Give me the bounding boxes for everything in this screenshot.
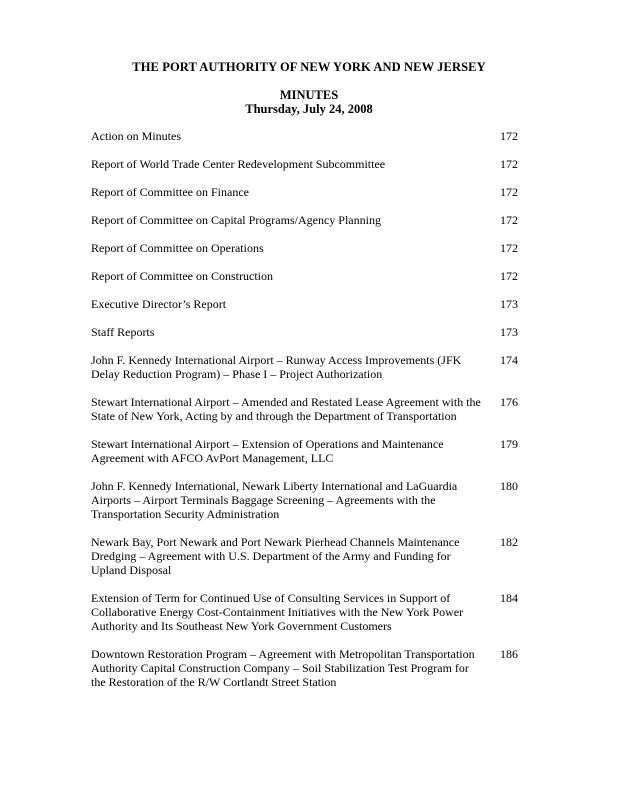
organization-title: THE PORT AUTHORITY OF NEW YORK AND NEW JERSEY [132,60,486,74]
toc-entry-title: Executive Director’s Report [91,297,227,311]
toc-entry [91,157,518,171]
toc-entry [91,353,518,381]
toc-entry-title: Report of Committee on Capital Programs/Agency Planning [91,213,381,227]
document-heading [0,88,618,116]
toc-entry-title: John F. Kennedy International Airport – Runway Access Improvements (JFK Delay Reduction Program) – Phase I – Project Authorization [91,353,462,381]
toc-entry-page: 176 [500,395,518,409]
toc-entry-title: Stewart International Airport – Amended and Restated Lease Agreement with the State of New York, Acting by and through the Department of Transportation [91,395,481,423]
toc-entry-title: Report of World Trade Center Redevelopment Subcommittee [91,157,386,171]
toc-entry [91,591,518,633]
toc-entry [91,241,518,255]
toc-entry-title: Report of Committee on Operations [91,241,264,255]
table-of-contents [91,129,518,689]
toc-entry-page: 180 [500,479,518,493]
meeting-date: Thursday, July 24, 2008 [245,102,373,116]
minutes-title: MINUTES [279,88,339,102]
toc-entry [91,437,518,465]
toc-entry-title: Action on Minutes [91,129,181,143]
toc-entry-page: 172 [500,269,518,283]
toc-entry-page: 172 [500,185,518,199]
toc-entry-page: 172 [500,129,518,143]
toc-entry-page: 174 [500,353,518,367]
toc-entry-page: 184 [500,591,518,605]
toc-entry [91,213,518,227]
toc-entry [91,269,518,283]
toc-entry-page: 172 [500,213,518,227]
toc-entry-page: 172 [500,157,518,171]
toc-entry [91,297,518,311]
toc-entry-title: Staff Reports [91,325,155,339]
toc-entry-page: 173 [500,297,518,311]
toc-entry-title: Report of Committee on Construction [91,269,273,283]
toc-entry [91,325,518,339]
toc-entry-title: Downtown Restoration Program – Agreement with Metropolitan Transportation Authority Capital Construction Company – Soil Stabilization Test Program for the Restoration of the R/W Cortlandt Street Station [91,647,475,689]
toc-entry-title: Report of Committee on Finance [91,185,249,199]
toc-entry-title: Extension of Term for Continued Use of Consulting Services in Support of Collaborative Energy Cost-Containment Initiatives with the New York Power Authority and Its Southeast New York Government Customers [91,591,464,633]
toc-entry-page: 186 [500,647,518,661]
toc-entry-page: 179 [500,437,518,451]
toc-entry [91,395,518,423]
toc-entry [91,535,518,577]
toc-entry-page: 173 [500,325,518,339]
toc-entry-title: John F. Kennedy International, Newark Liberty International and LaGuardia Airports – Airport Terminals Baggage Screening – Agreements with the Transportation Security Administration [91,479,458,521]
toc-entry [91,647,518,689]
toc-entry-page: 172 [500,241,518,255]
toc-entry-title: Newark Bay, Port Newark and Port Newark Pierhead Channels Maintenance Dredging – Agreement with U.S. Department of the Army and Funding for Upland Disposal [91,535,460,577]
toc-entry [91,185,518,199]
toc-entry [91,479,518,521]
toc-entry-title: Stewart International Airport – Extension of Operations and Maintenance Agreement with AFCO AvPort Management, LLC [91,437,444,465]
toc-entry [91,129,518,143]
toc-entry-page: 182 [500,535,518,549]
